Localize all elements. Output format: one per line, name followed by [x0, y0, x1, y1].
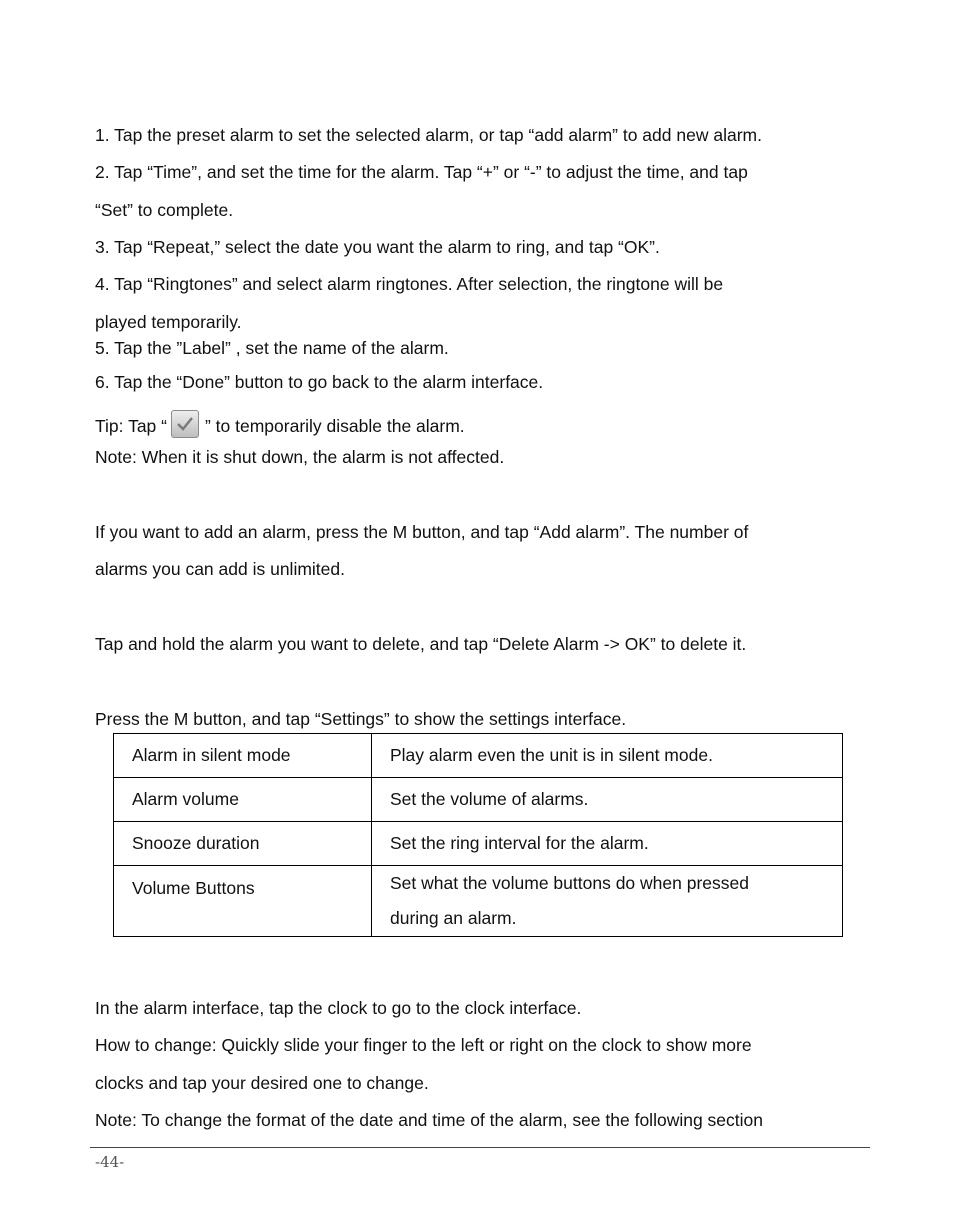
- table-row: [114, 734, 843, 778]
- step-2: 2. Tap “Time”, and set the time for the alarm. Tap “+” or “-” to adjust the time, and tap: [95, 162, 748, 182]
- tip-line: [95, 410, 465, 438]
- step-5: 5. Tap the ”Label” , set the name of the alarm.: [95, 338, 449, 358]
- setting-desc: [372, 866, 843, 937]
- step-4: 4. Tap “Ringtones” and select alarm ringtones. After selection, the ringtone will be: [95, 274, 724, 294]
- step-1: 1. Tap the preset alarm to set the selected alarm, or tap “add alarm” to add new alarm.: [95, 125, 762, 145]
- tip-text-after: ” to temporarily disable the alarm.: [204, 416, 465, 436]
- table-row: [114, 866, 843, 937]
- clock-line-2: How to change: Quickly slide your finger to the left or right on the clock to show more: [95, 1035, 752, 1055]
- checkbox-check-icon: [171, 410, 199, 438]
- footer-divider: [90, 1147, 870, 1148]
- table-row: [114, 778, 843, 822]
- clock-line-3: clocks and tap your desired one to change.: [95, 1073, 429, 1093]
- table-row: [114, 822, 843, 866]
- page-number: -44-: [95, 1153, 125, 1171]
- delete-alarm-line: Tap and hold the alarm you want to delete, and tap “Delete Alarm -> OK” to delete it.: [95, 634, 747, 654]
- setting-name: Volume Buttons: [114, 866, 372, 937]
- step-2-cont: “Set” to complete.: [95, 200, 234, 220]
- setting-name: Alarm volume: [114, 778, 372, 822]
- note-format: Note: To change the format of the date and time of the alarm, see the following section: [95, 1110, 763, 1130]
- clock-line-1: In the alarm interface, tap the clock to go to the clock interface.: [95, 998, 582, 1018]
- note-shutdown: Note: When it is shut down, the alarm is not affected.: [95, 447, 505, 467]
- setting-name: Snooze duration: [114, 822, 372, 866]
- setting-desc: Play alarm even the unit is in silent mode.: [372, 734, 843, 778]
- add-alarm-line-2: alarms you can add is unlimited.: [95, 559, 345, 579]
- setting-desc: Set the ring interval for the alarm.: [372, 822, 843, 866]
- settings-table: [113, 733, 843, 937]
- step-3: 3. Tap “Repeat,” select the date you want the alarm to ring, and tap “OK”.: [95, 237, 660, 257]
- step-4-cont: played temporarily.: [95, 312, 242, 332]
- settings-intro: Press the M button, and tap “Settings” to show the settings interface.: [95, 709, 627, 729]
- tip-text-before: Tip: Tap “: [95, 416, 167, 436]
- step-6: 6. Tap the “Done” button to go back to the alarm interface.: [95, 372, 544, 392]
- setting-desc: Set the volume of alarms.: [372, 778, 843, 822]
- setting-name: Alarm in silent mode: [114, 734, 372, 778]
- add-alarm-line-1: If you want to add an alarm, press the M button, and tap “Add alarm”. The number of: [95, 522, 749, 542]
- setting-desc-text: Set what the volume buttons do when pressed during an alarm.: [390, 873, 749, 928]
